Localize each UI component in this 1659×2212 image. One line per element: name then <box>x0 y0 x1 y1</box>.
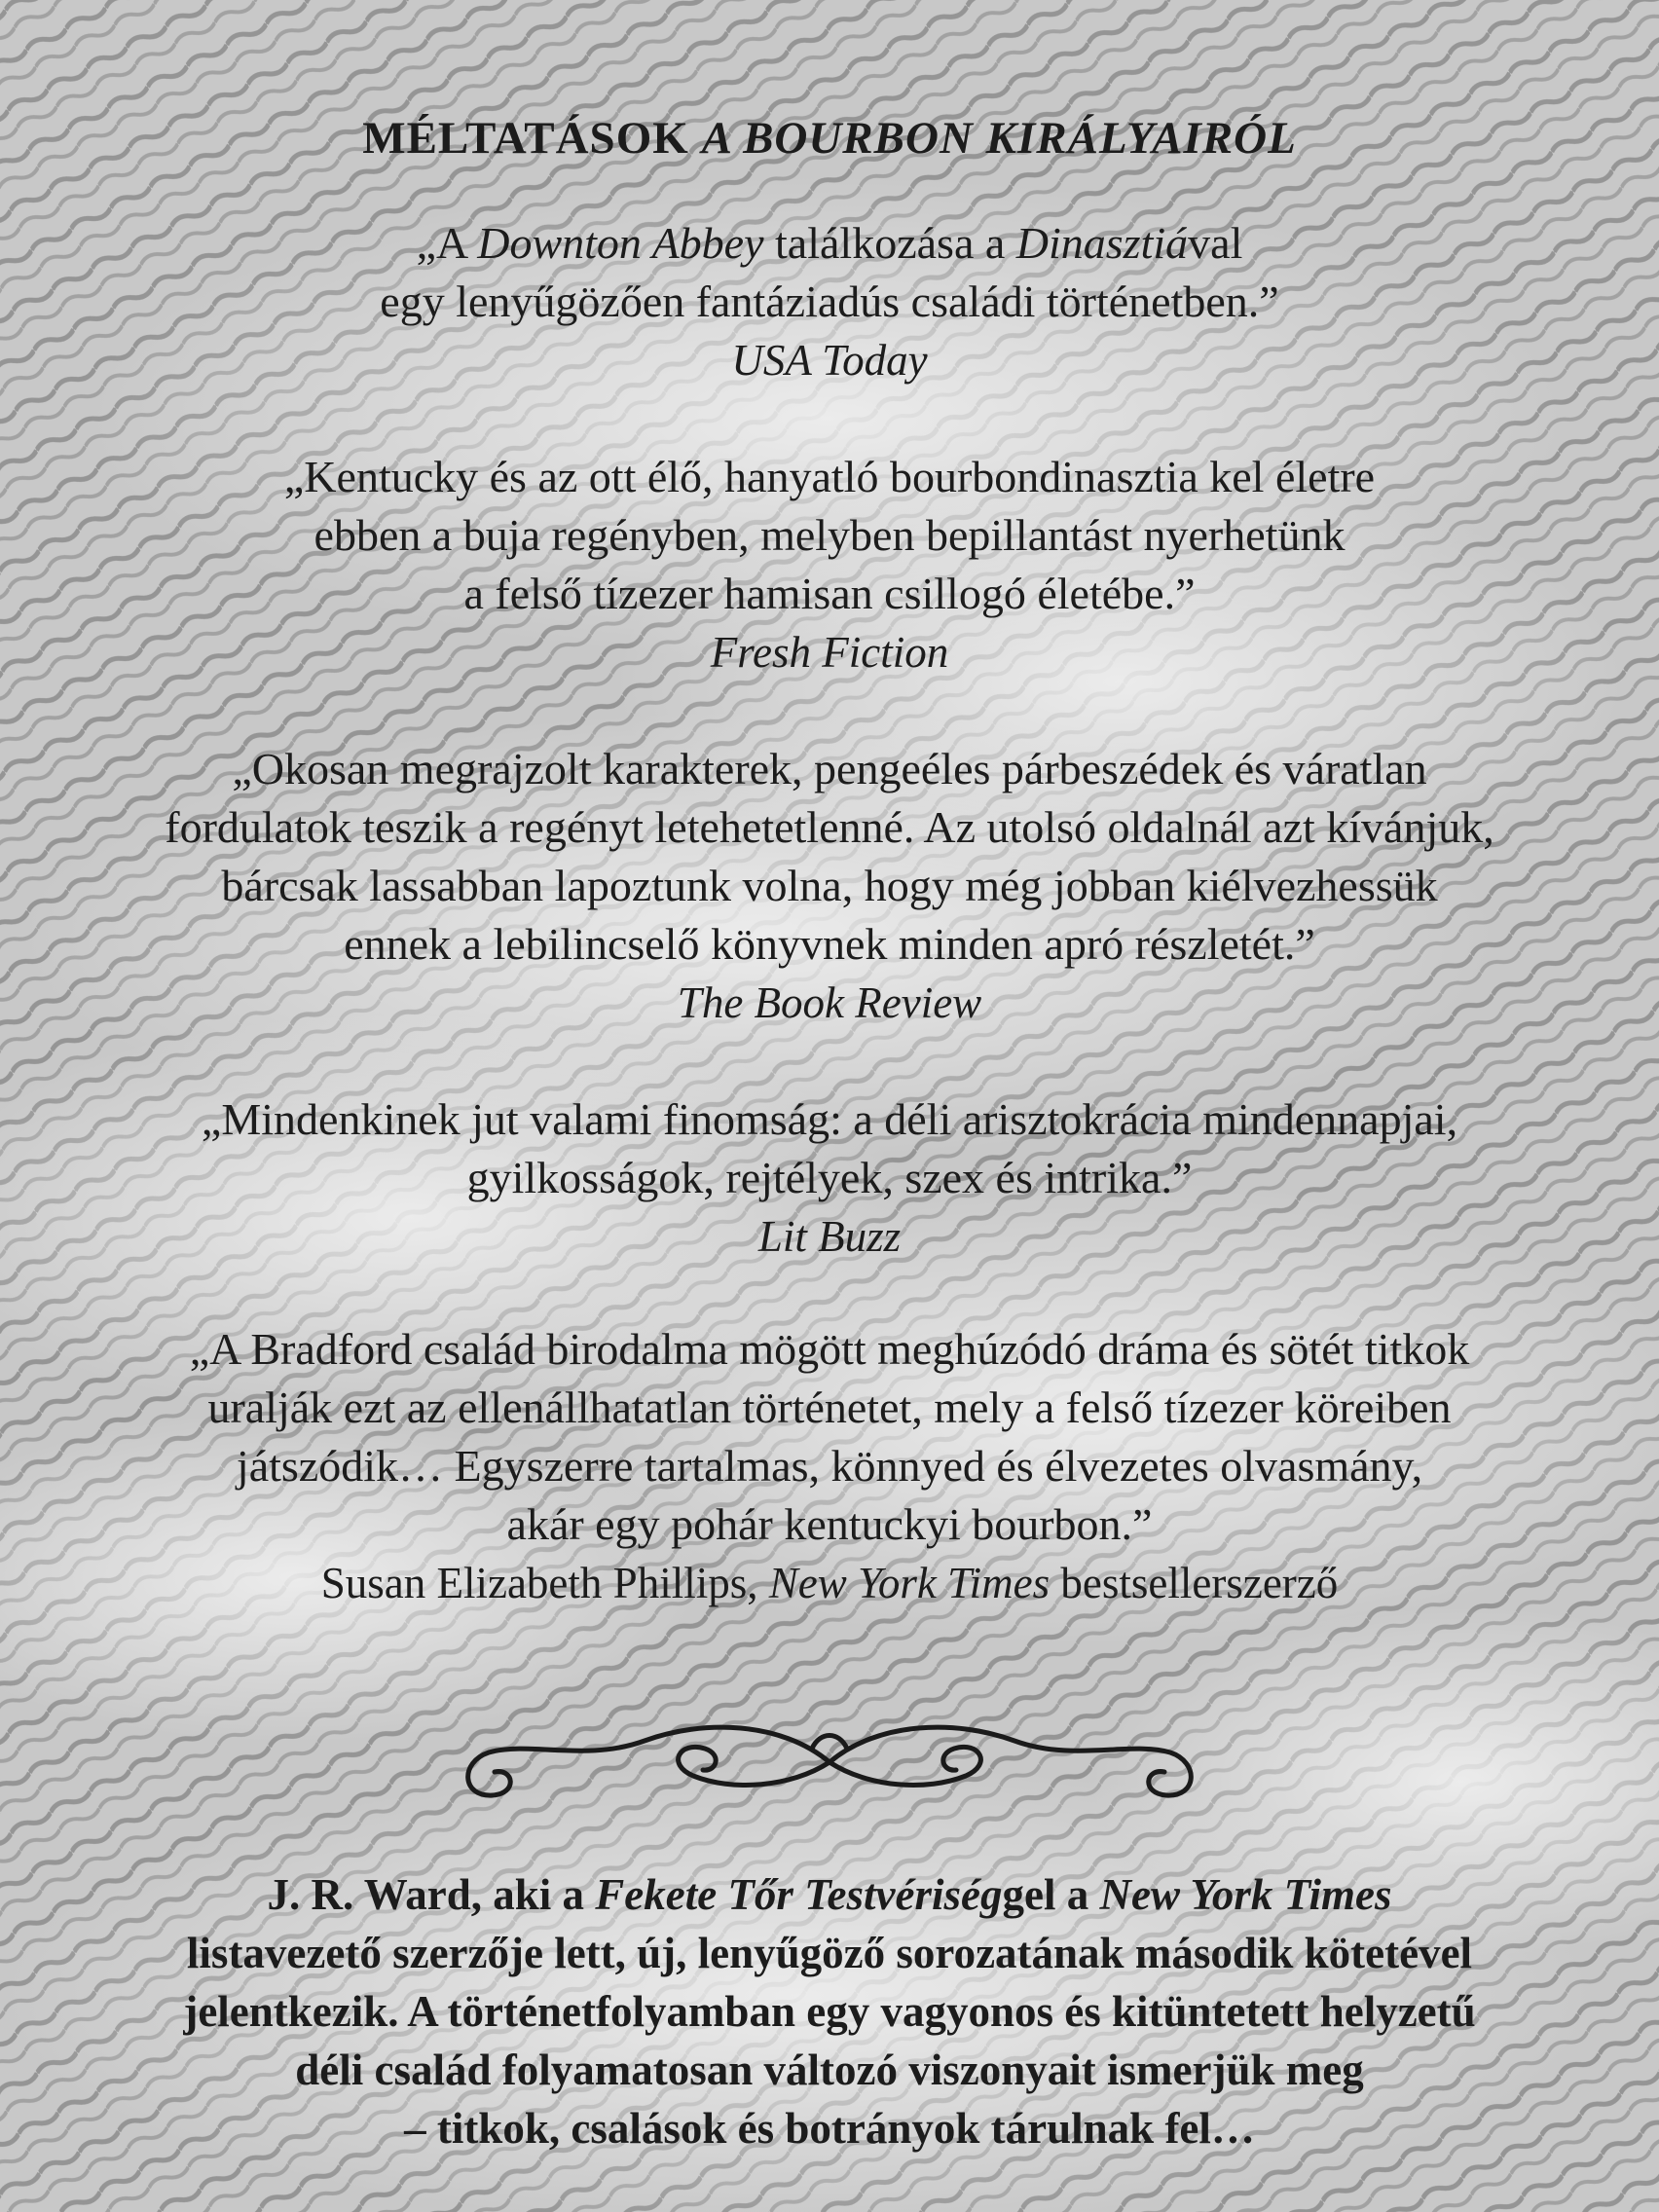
quote-source: USA Today <box>731 336 928 385</box>
blurb-line: – titkok, csalások és botrányok tárulnak fel… <box>404 2104 1255 2153</box>
blurb-line: listavezető szerzője lett, új, lenyűgöző sorozatának második kötetével <box>186 1929 1473 1977</box>
blurb-line: déli család folyamatosan változó viszonyait ismerjük meg <box>295 2046 1364 2094</box>
quote-line: „Okosan megrajzolt karakterek, pengeéles párbeszédek és váratlan <box>232 744 1427 793</box>
blurb-line: J. R. Ward, aki a Fekete Tőr Testvériséggel a New York Times <box>267 1870 1392 1919</box>
quote-line: akár egy pohár kentuckyi bourbon.” <box>506 1499 1153 1549</box>
quote-source: The Book Review <box>677 978 982 1027</box>
review-quote-3 <box>0 740 1659 1032</box>
quote-line: uralják ezt az ellenállhatatlan történetet, mely a felső tízezer köreiben <box>207 1382 1452 1432</box>
review-quote-1 <box>0 214 1659 389</box>
flourish-ornament-icon <box>450 1702 1209 1809</box>
review-quote-2 <box>0 448 1659 682</box>
quote-line: fordulatok teszik a regényt letehetetlenné. Az utolsó oldalnál azt kívánjuk, <box>165 802 1494 852</box>
quote-line: a felső tízezer hamisan csillogó életébe.” <box>463 569 1196 618</box>
quote-line: „A Downton Abbey találkozása a Dinasztiával <box>416 218 1243 268</box>
quote-line: „Mindenkinek jut valami finomság: a déli arisztokrácia mindennapjai, <box>201 1094 1458 1144</box>
quote-line: egy lenyűgözően fantáziadús családi történetben.” <box>380 276 1279 326</box>
quote-line: bárcsak lassabban lapoztunk volna, hogy még jobban kiélvezhessük <box>221 861 1438 910</box>
quote-line: játszódik… Egyszerre tartalmas, könnyed és élvezetes olvasmány, <box>236 1441 1423 1491</box>
quote-line: „A Bradford család birodalma mögött meghúzódó dráma és sötét titkok <box>189 1324 1470 1374</box>
quote-line: „Kentucky és az ott élő, hanyatló bourbondinasztia kel életre <box>283 452 1376 501</box>
quote-source: Lit Buzz <box>757 1212 902 1261</box>
review-quote-5 <box>0 1320 1659 1612</box>
page-title: MÉLTATÁSOK A BOURBON KIRÁLYAIRÓL <box>362 113 1297 164</box>
quote-line: ebben a buja regényben, melyben bepillantást nyerhetünk <box>313 510 1346 560</box>
quote-source: Susan Elizabeth Phillips, New York Times bestsellerszerző <box>320 1559 1339 1607</box>
publisher-blurb <box>0 1865 1659 2157</box>
quote-line: gyilkosságok, rejtélyek, szex és intrika.” <box>466 1153 1193 1202</box>
book-title: A BOURBON KIRÁLYAIRÓL <box>701 113 1297 164</box>
review-quote-4 <box>0 1090 1659 1266</box>
blurb-line: jelentkezik. A történetfolyamban egy vagyonos és kitüntetett helyzetű <box>183 1987 1476 2036</box>
quote-source: Fresh Fiction <box>710 628 949 677</box>
quote-line: ennek a lebilincselő könyvnek minden apró részletét.” <box>344 919 1315 969</box>
